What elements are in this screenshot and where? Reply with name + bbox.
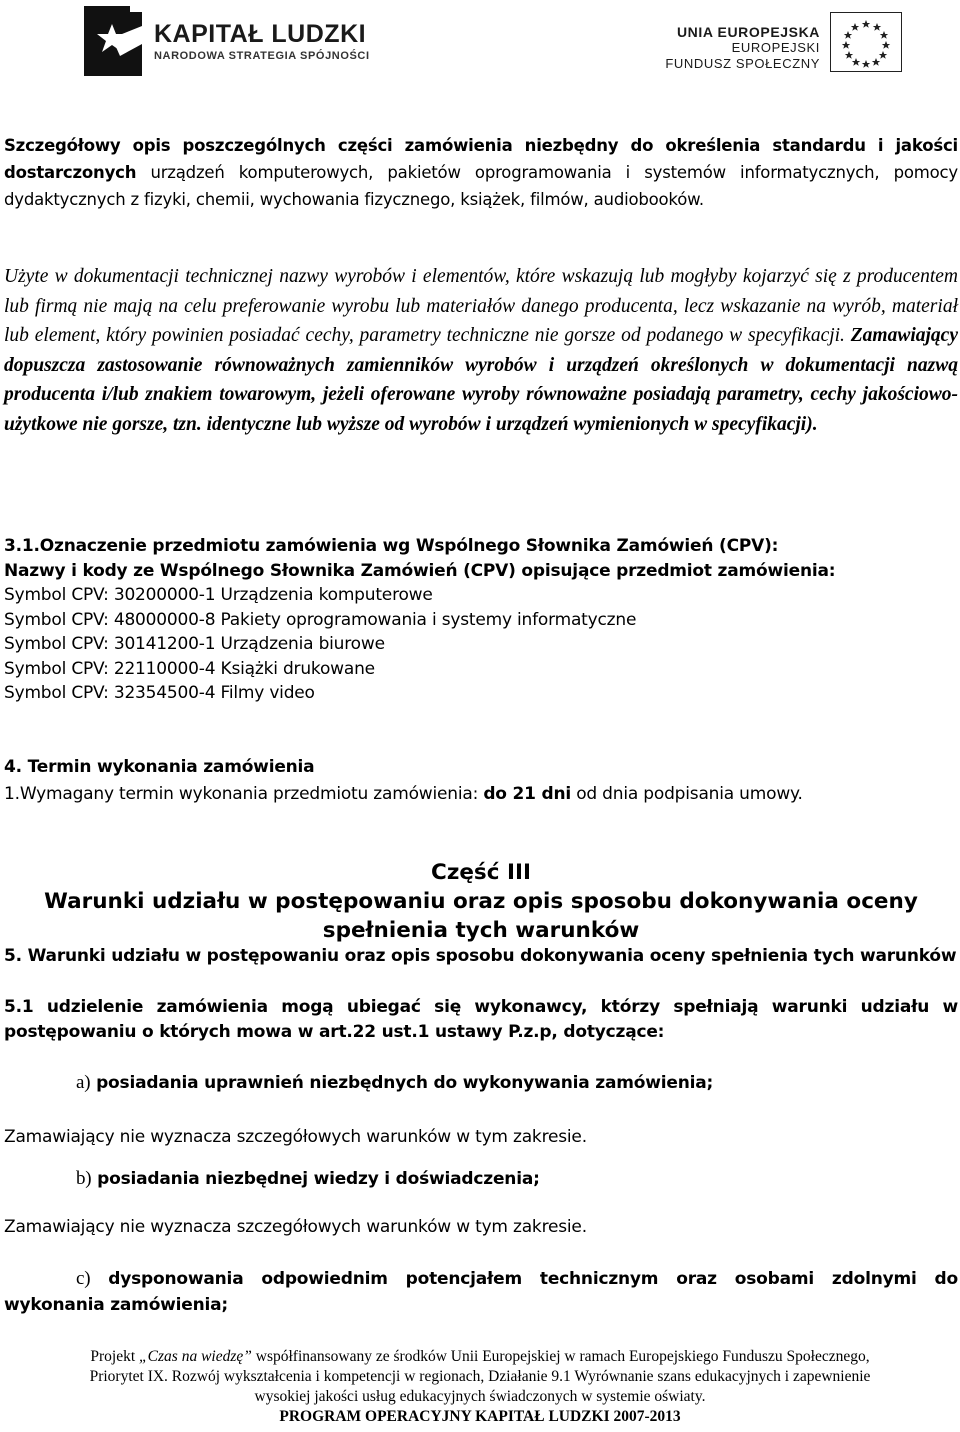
section-5-1-text: 5.1 udzielenie zamówienia mogą ubiegać się wykonawcy, którzy spełniają warunki udziału w postępowaniu o których mowa w art.22 ust.1 ustawy P.z.p, dotyczące: [4, 997, 958, 1042]
part3-title: Część III [431, 860, 531, 885]
footer-line-4: PROGRAM OPERACYJNY KAPITAŁ LUDZKI 2007-2013 [279, 1408, 681, 1425]
kapital-ludzki-logo [84, 4, 370, 78]
section-5-heading: 5. Warunki udziału w postępowaniu oraz opis sposobu dokonywania oceny spełnienia tych warunków [4, 946, 957, 966]
notice-italic: Użyte w dokumentacji technicznej nazwy wyrobów i elementów, które wskazują lub mogłyby kojarzyć się z producentem lub firmą nie mają na celu preferowanie wyrobu lub materiałów danego producenta, lecz wskazanie na wyrób, materiał lub element, który powinien posiadać cechy, parametry techniczne nie gorsze od podanego w specyfikacji. [4, 266, 958, 346]
condition-b-note: Zamawiający nie wyznacza szczegółowych warunków w tym zakresie. [4, 1217, 587, 1237]
term-heading: 4. Termin wykonania zamówienia [4, 757, 315, 777]
footer-project-label: Projekt [90, 1348, 140, 1365]
section-5 [4, 944, 958, 969]
condition-b-text: posiadania niezbędnej wiedzy i doświadczenia; [91, 1169, 540, 1189]
condition-c-marker: c) [76, 1268, 91, 1289]
eu-flag-icon [830, 12, 902, 72]
part3-subtitle-1: Warunki udziału w postępowaniu oraz opis sposobu dokonywania oceny [44, 889, 918, 914]
cpv-subheading: Nazwy i kody ze Wspólnego Słownika Zamówień (CPV) opisujące przedmiot zamówienia: [4, 560, 836, 581]
cpv-section [4, 534, 958, 706]
condition-a-marker: a) [76, 1072, 91, 1093]
cpv-item: Symbol CPV: 30141200-1 Urządzenia biurowe [4, 634, 385, 654]
eu-logo [665, 12, 902, 72]
term-text-b: od dnia podpisania umowy. [570, 784, 803, 804]
intro-paragraph [4, 132, 958, 213]
footer-funding: współfinansowany ze środków Unii Europejskiej w ramach Europejskiego Funduszu Społecznego, [251, 1348, 870, 1365]
condition-b [76, 1166, 956, 1192]
intro-normal: urządzeń komputerowych, pakietów oprogramowania i systemów informatycznych, pomocy dydaktycznych z fizyki, chemii, wychowania fizycznego, książek, filmów, audiobooków. [4, 163, 958, 209]
condition-a-text: posiadania uprawnień niezbędnych do wykonywania zamówienia; [90, 1073, 714, 1093]
cpv-item: Symbol CPV: 48000000-8 Pakiety oprogramowania i systemy informatyczne [4, 609, 637, 630]
term-section [4, 754, 958, 808]
cpv-item: Symbol CPV: 30200000-1 Urządzenia komputerowe [4, 585, 433, 605]
eu-logo-line3: FUNDUSZ SPOŁECZNY [665, 56, 820, 71]
kapital-ludzki-emblem-icon [84, 6, 142, 76]
term-text-a: 1.Wymagany termin wykonania przedmiotu zamówienia: [4, 784, 484, 804]
part3-subtitle-2: spełnienia tych warunków [322, 918, 640, 943]
term-deadline: do 21 dni [483, 784, 571, 804]
logo-subtitle: NARODOWA STRATEGIA SPÓJNOŚCI [154, 50, 370, 62]
footer-line-3: wysokiej jakości usług edukacyjnych świadczonych w systemie oświaty. [254, 1388, 706, 1405]
eu-logo-line2: EUROPEJSKI [731, 40, 820, 55]
page-footer [0, 1347, 960, 1427]
notice-paragraph [4, 262, 958, 439]
notice-bold-italic: Zamawiający dopuszcza zastosowanie równoważnych zamienników wyrobów i urządzeń określonych w dokumentacji nazwą producenta i/lub znakiem towarowym, jeżeli oferowane wyroby równoważne posiadają parametry, cechy jakościowo-użytkowe nie gorsze, tzn. identyczne lub wyższe od wyrobów i urządzeń wymienionych w specyfikacji). [4, 325, 958, 435]
footer-line-1 [0, 1347, 960, 1367]
footer-project-name: „Czas na wiedzę” [139, 1348, 252, 1365]
section-5-1 [4, 995, 958, 1045]
cpv-item: Symbol CPV: 32354500-4 Filmy video [4, 683, 315, 703]
footer-line-2: Priorytet IX. Rozwój wykształcenia i kompetencji w regionach, Działanie 9.1 Wyrównanie szans edukacyjnych i zapewnienie [89, 1368, 871, 1385]
intro-bold: Szczegółowy opis poszczególnych części zamówienia niezbędny do określenia standardu i jakości dostarczonych [4, 136, 958, 182]
condition-c [4, 1266, 958, 1318]
part3-heading [4, 858, 958, 945]
cpv-heading: 3.1.Oznaczenie przedmiotu zamówienia wg Wspólnego Słownika Zamówień (CPV): [4, 536, 779, 556]
condition-b-marker: b) [76, 1168, 92, 1189]
cpv-item: Symbol CPV: 22110000-4 Książki drukowane [4, 658, 375, 679]
condition-a [76, 1070, 956, 1096]
term-text [4, 781, 958, 808]
eu-logo-line1: UNIA EUROPEJSKA [676, 24, 820, 40]
logo-title: KAPITAŁ LUDZKI [154, 20, 367, 48]
condition-a-note: Zamawiający nie wyznacza szczegółowych warunków w tym zakresie. [4, 1127, 587, 1147]
condition-c-text: dysponowania odpowiednim potencjałem technicznym oraz osobami zdolnymi do wykonania zamówienia; [4, 1269, 958, 1315]
